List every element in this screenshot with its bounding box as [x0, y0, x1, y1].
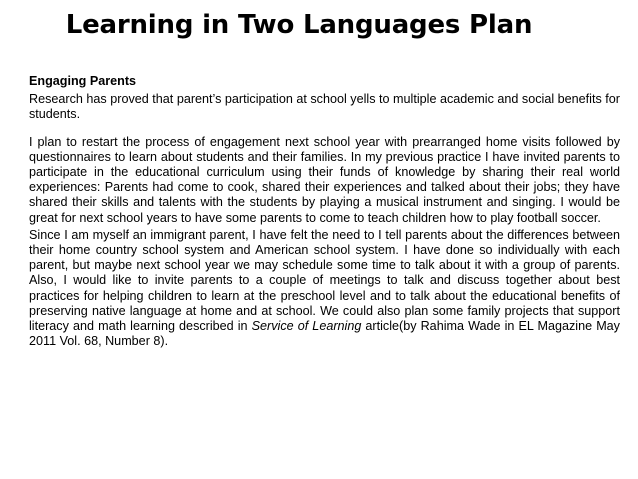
section-heading: Engaging Parents: [29, 74, 137, 88]
slide-body: [29, 74, 620, 349]
paragraph-research: Research has proved that parent’s participation at school yells to multiple academic and social benefits for students.: [29, 92, 620, 122]
article-title-italic: Service of Learning: [251, 319, 362, 334]
slide-title: Learning in Two Languages Plan: [65, 10, 533, 40]
paragraph-immigrant-parent-text: Since I am myself an immigrant parent, I have felt the need to I tell parents about the differences between their home country school system and American school system. I have done so individually with each parent, but maybe next school year we may schedule some time to talk about it with a group of parents. Also, I would like to invite parents to a couple of meetings to talk and discuss together about best practices for helping children to learn at the preschool level and to talk about the educational benefits of preserving native language at home and at school. We could also plan some family projects that support literacy and math learning described in: [29, 227, 620, 334]
paragraph-engagement-plan: I plan to restart the process of engagement next school year with prearranged home visits followed by questionnaires to learn about students and their families. In my previous practice I have invited parents to participate in the educational curriculum using their funds of knowledge by sharing their real world experiences: Parents had come to cook, shared their experiences and talked about their jobs; they have shared their skills and talents with the students by playing a musical instrument and singing. I would be great for next school years to have some parents to come to teach children how to play football soccer.: [29, 134, 620, 225]
article-citation-text: article(by Rahima Wade in EL Magazine May 2011 Vol. 68, Number 8).: [29, 319, 620, 349]
paragraph-immigrant-parent: [29, 228, 620, 350]
